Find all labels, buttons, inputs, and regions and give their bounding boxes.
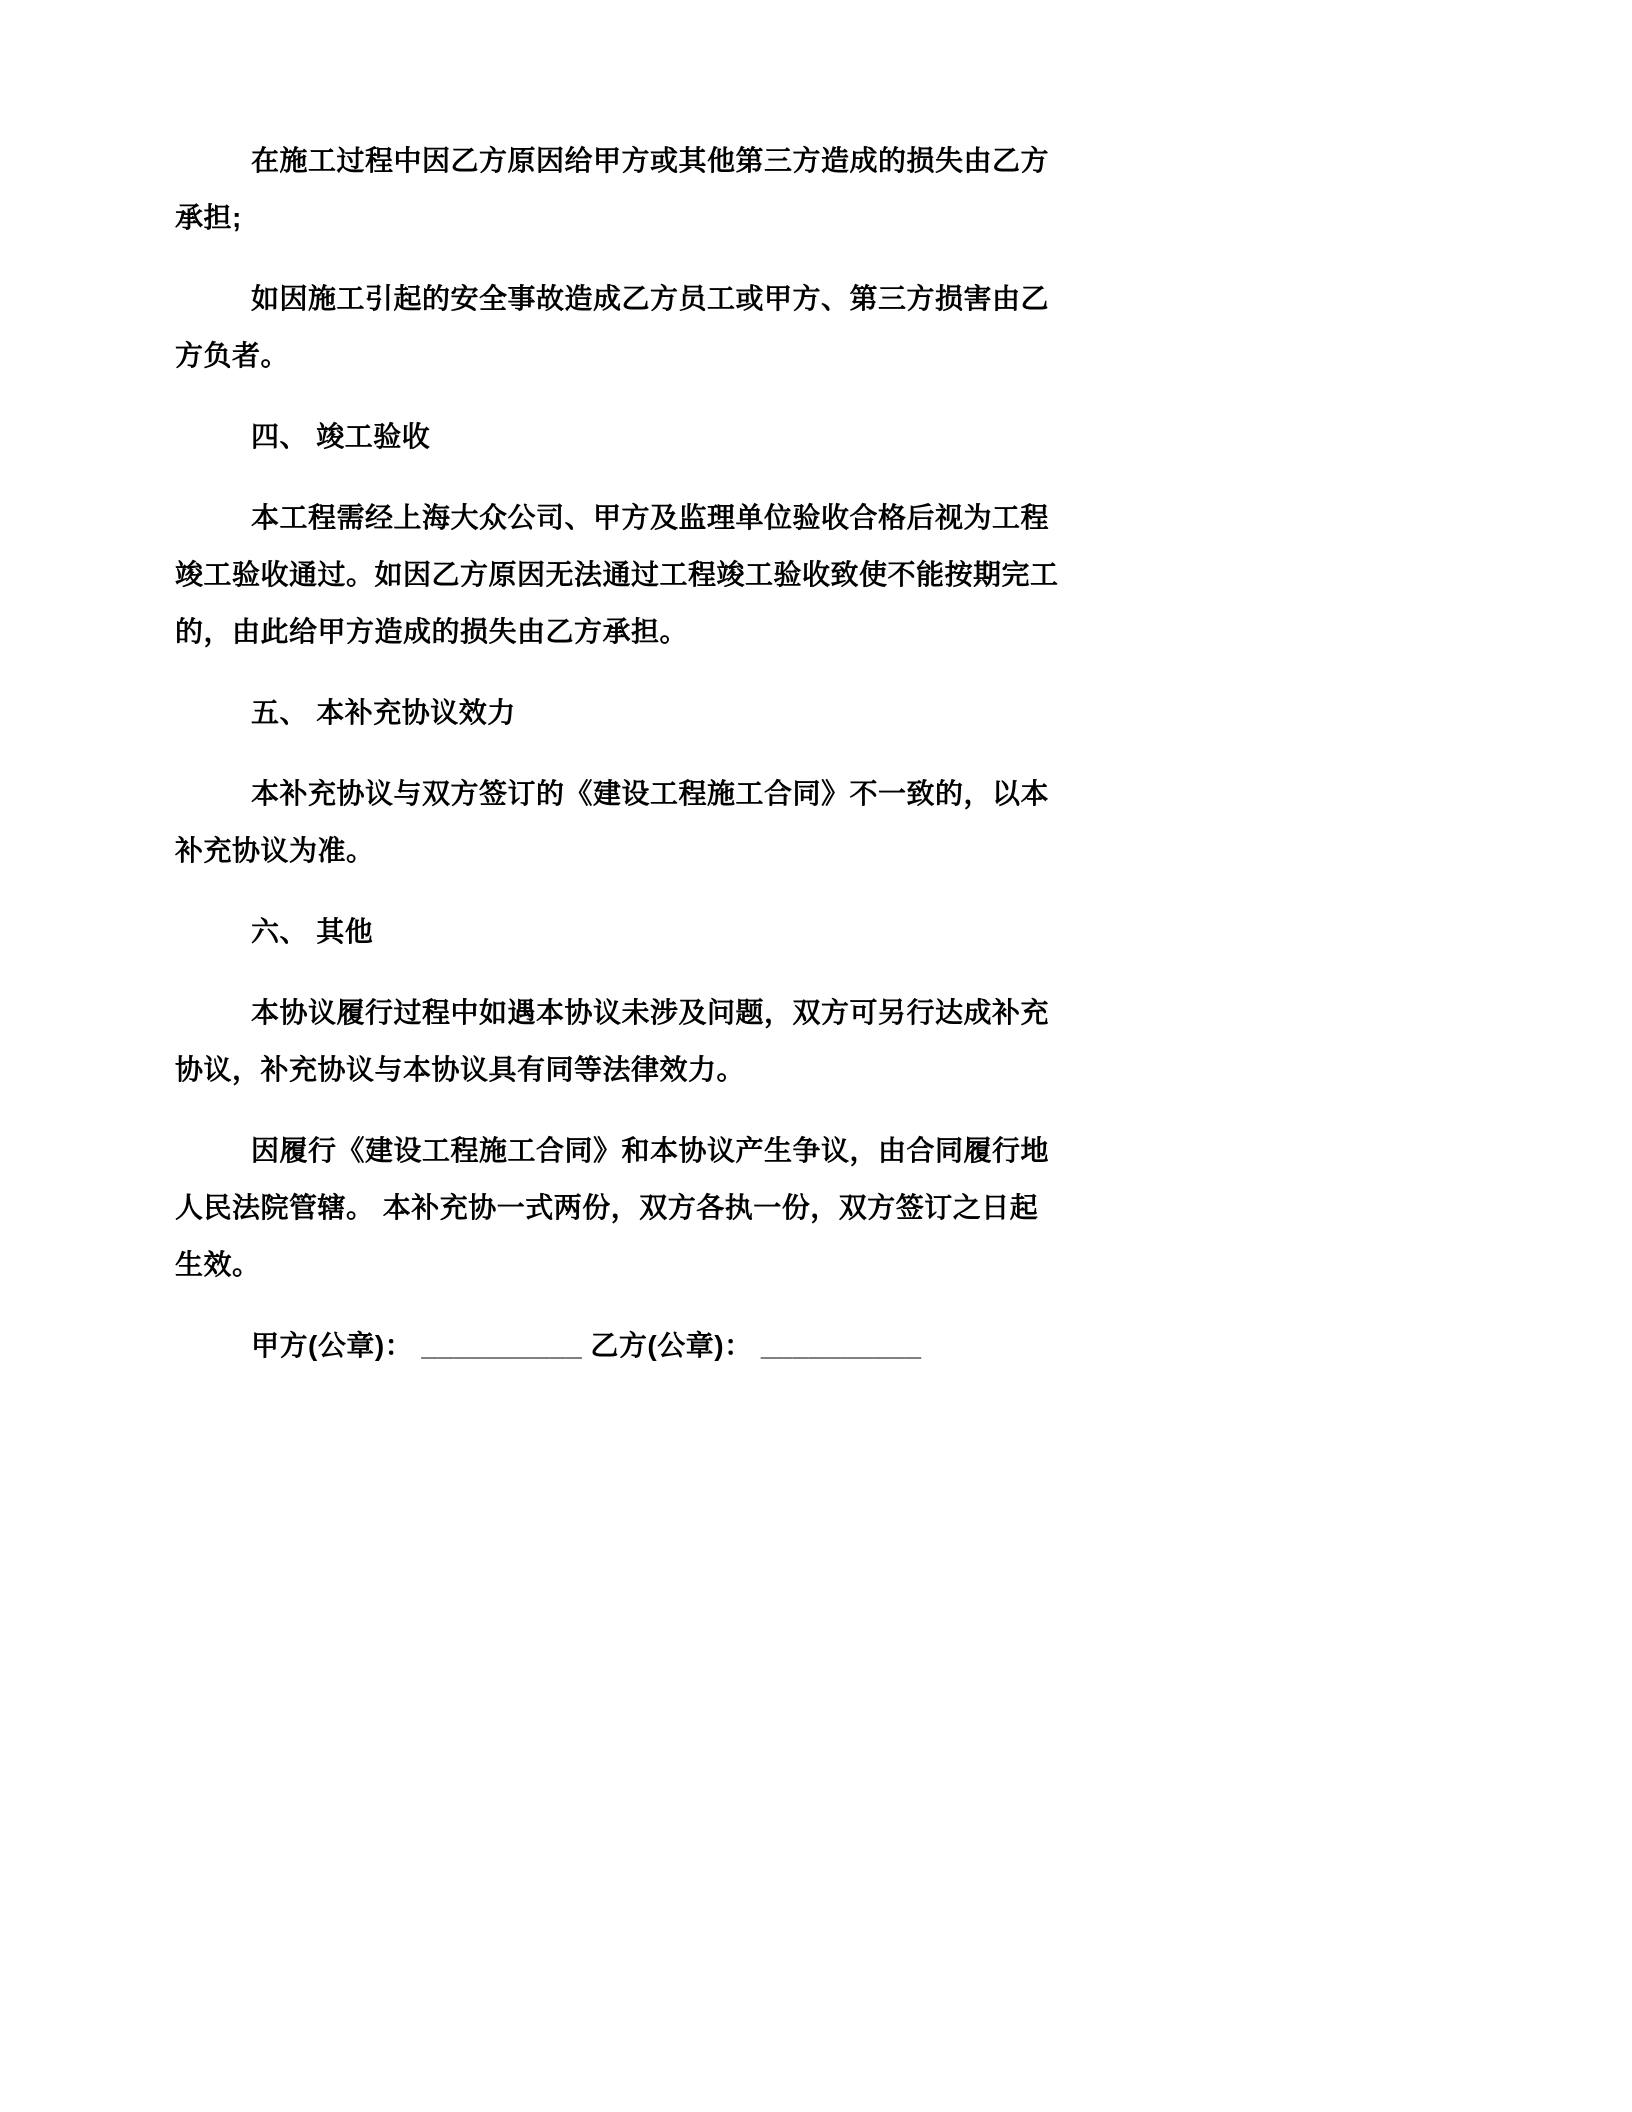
contract-paragraph: 本工程需经上海大众公司、甲方及监理单位验收合格后视为工程竣工验收通过。如因乙方原因无法通过工程竣工验收致使不能按期完工的，由此给甲方造成的损失由乙方承担。 — [175, 502, 1059, 647]
document-page — [175, 132, 1060, 1398]
contract-paragraph: 本补充协议与双方签订的《建设工程施工合同》不一致的，以本补充协议为准。 — [175, 778, 1050, 866]
section-heading-other: 六、 其他 — [251, 916, 374, 947]
contract-paragraph: 本协议履行过程中如遇本协议未涉及问题，双方可另行达成补充协议，补充协议与本协议具有同等法律效力。 — [175, 997, 1050, 1085]
contract-paragraph: 在施工过程中因乙方原因给甲方或其他第三方造成的损失由乙方承担; — [175, 145, 1050, 233]
contract-paragraph: 因履行《建设工程施工合同》和本协议产生争议，由合同履行地人民法院管辖。 本补充协一式两份，双方各执一份，双方签订之日起生效。 — [175, 1135, 1050, 1280]
contract-paragraph: 如因施工引起的安全事故造成乙方员工或甲方、第三方损害由乙方负者。 — [175, 283, 1050, 371]
signature-line: 甲方(公章)： __________ 乙方(公章)： __________ — [251, 1330, 922, 1361]
section-heading-agreement-effect: 五、 本补充协议效力 — [251, 697, 516, 728]
section-heading-completion-acceptance: 四、 竣工验收 — [251, 421, 431, 452]
